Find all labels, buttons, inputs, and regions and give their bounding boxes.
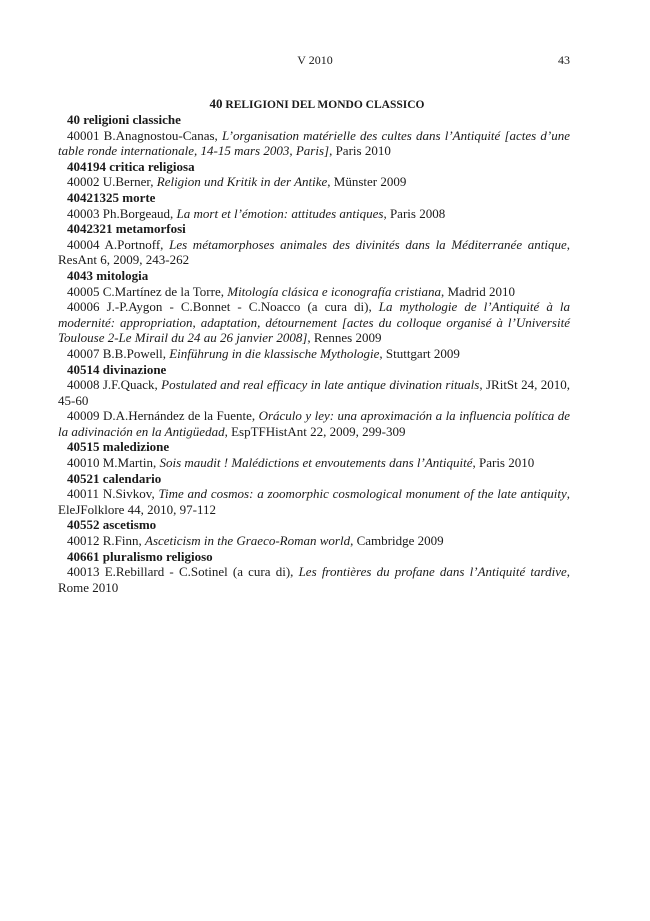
entry-publication: , EleJFolklore 44, 2010, 97-112 (58, 486, 570, 517)
entry-title: La mort et l’émotion: attitudes antiques (176, 205, 384, 221)
bibliography-entry (58, 408, 570, 439)
entry-publication: , Paris 2010 (472, 455, 535, 471)
entry-number: 40004 (67, 236, 100, 252)
entry-author: M.Martin, (102, 455, 160, 471)
page-number: 43 (558, 53, 570, 67)
entry-title: La mythologie de l’Antiquité à la modernité: appropriation, adaptation, détournement [actes du colloque organisé à l’Université Toulouse 2-Le Mirail du 24 au 26 janvier 2008] (58, 299, 570, 346)
bibliography-entry (58, 174, 570, 190)
entry-title: Sois maudit ! Malédictions et envoutements dans l’Antiquité (159, 455, 473, 471)
entry-number: 40005 (67, 283, 100, 299)
bibliography-list (58, 112, 570, 595)
entry-publication: , Rome 2010 (58, 564, 571, 595)
entry-number: 40010 (67, 455, 100, 471)
entry-title: L’organisation matérielle des cultes dans l’Antiquité [actes d’une table ronde internationale, 14-15 mars 2003, Paris] (58, 127, 570, 159)
entry-title: Les frontières du profane dans l’Antiquité tardive (298, 564, 567, 580)
entry-number: 40012 (67, 533, 100, 549)
entry-author: J.-P.Aygon - C.Bonnet - C.Noacco (a cura di), (106, 299, 379, 315)
bibliography-entry (58, 299, 570, 346)
entry-author: Ph.Borgeaud, (102, 205, 177, 221)
entry-author: B.Anagnostou-Canas, (103, 127, 222, 143)
entry-number: 40011 (67, 486, 100, 502)
entry-author: E.Rebillard - C.Sotinel (a cura di), (104, 564, 299, 580)
entry-publication: , EspTFHistAnt 22, 2009, 299-309 (224, 423, 406, 439)
entry-title: Asceticism in the Graeco-Roman world (145, 533, 351, 549)
category-heading: 40552 ascetismo (67, 517, 157, 533)
entry-publication: , ResAnt 6, 2009, 243-262 (58, 236, 570, 268)
entry-author: C.Martínez de la Torre, (102, 283, 228, 299)
entry-author: N.Sivkov, (102, 486, 159, 502)
category-heading: 40 religioni classiche (67, 112, 181, 127)
section-number: 40 (209, 96, 223, 111)
bibliography-entry (58, 564, 570, 595)
entry-number: 40001 (67, 127, 100, 143)
bibliography-entry (58, 237, 570, 268)
entry-author: R.Finn, (102, 533, 146, 549)
category-heading: 40515 maledizione (67, 439, 170, 455)
entry-number: 40008 (67, 377, 100, 393)
entry-author: J.F.Quack, (102, 377, 162, 393)
entry-number: 40006 (67, 299, 100, 315)
entry-author: B.B.Powell, (102, 345, 170, 361)
bibliography-entry (58, 284, 570, 300)
entry-title: Mitología clásica e iconografía cristiana (227, 283, 441, 299)
entry-number: 40013 (67, 564, 100, 580)
entry-title: Les métamorphoses animales des divinités dans la Méditerranée antique (169, 236, 567, 252)
entry-publication: , Paris 2010 (329, 143, 391, 159)
entry-publication: , JRitSt 24, 2010, 45-60 (58, 377, 571, 408)
entry-number: 40002 (67, 174, 100, 190)
section-title (0, 97, 634, 112)
category-heading: 40421325 morte (67, 189, 156, 205)
entry-title: Religion und Kritik in der Antike (156, 174, 328, 190)
entry-publication: , Paris 2008 (383, 205, 446, 221)
bibliography-entry (58, 377, 570, 408)
category-heading: 4042321 metamorfosi (67, 221, 186, 237)
bibliography-entry (58, 486, 570, 517)
entry-title: Postulated and real efficacy in late antique divination rituals (161, 377, 480, 393)
category-heading: 40661 pluralismo religioso (67, 548, 213, 564)
entry-title: Oráculo y ley: una aproximación a la influencia política de la adivinación en la Antigüedad (58, 408, 570, 439)
category-heading: 40514 divinazione (67, 361, 167, 377)
entry-publication: , Münster 2009 (327, 174, 407, 190)
running-head-title: V 2010 (297, 53, 333, 67)
entry-publication: , Cambridge 2009 (350, 533, 444, 549)
entry-publication: , Stuttgart 2009 (379, 345, 460, 361)
bibliography-entry (58, 206, 570, 222)
entry-publication: , Madrid 2010 (441, 283, 516, 299)
bibliography-entry (58, 128, 570, 159)
bibliography-entry (58, 455, 570, 471)
bibliography-entry (58, 346, 570, 362)
bibliography-entry (58, 533, 570, 549)
section-name: RELIGIONI DEL MONDO CLASSICO (225, 99, 425, 111)
entry-title: Time and cosmos: a zoomorphic cosmological monument of the late antiquity (158, 486, 567, 502)
entry-number: 40009 (67, 408, 100, 424)
entry-number: 40007 (67, 345, 100, 361)
entry-title: Einführung in die klassische Mythologie (169, 345, 380, 361)
category-heading: 40521 calendario (67, 470, 162, 486)
entry-author: U.Berner, (102, 174, 157, 190)
entry-number: 40003 (67, 205, 100, 221)
category-heading: 4043 mitologia (67, 267, 149, 283)
category-heading: 404194 critica religiosa (67, 158, 195, 174)
entry-publication: , Rennes 2009 (307, 330, 382, 346)
entry-author: D.A.Hernández de la Fuente, (102, 408, 259, 424)
entry-author: A.Portnoff, (104, 236, 170, 252)
